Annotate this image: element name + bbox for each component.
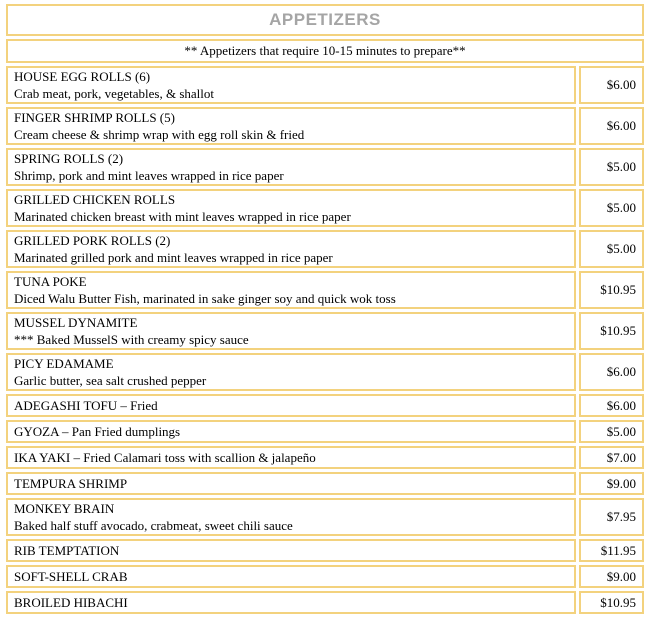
menu-item-name: TEMPURA SHRIMP	[14, 476, 128, 491]
menu-item-details	[6, 472, 576, 495]
menu-item-details	[6, 591, 576, 614]
menu-item	[6, 498, 644, 536]
section-title: APPETIZERS	[6, 4, 644, 36]
menu-item-details	[6, 312, 576, 350]
menu-item-description: Garlic butter, sea salt crushed pepper	[14, 373, 207, 388]
menu-item-details	[6, 107, 576, 145]
menu-item	[6, 446, 644, 469]
menu-item-name: TUNA POKE	[14, 274, 87, 289]
menu-item-name: IKA YAKI – Fried Calamari toss with scallion & jalapeño	[14, 450, 316, 465]
menu-item-name: RIB TEMPTATION	[14, 543, 120, 558]
menu-item-details	[6, 189, 576, 227]
menu-item-price: $7.00	[579, 446, 644, 469]
menu-item-name: GRILLED CHICKEN ROLLS	[14, 192, 176, 207]
menu-item-name: SOFT-SHELL CRAB	[14, 569, 128, 584]
menu-item	[6, 539, 644, 562]
menu-item-details	[6, 66, 576, 104]
menu-item-price: $6.00	[579, 107, 644, 145]
menu-item-name: BROILED HIBACHI	[14, 595, 128, 610]
menu-item	[6, 230, 644, 268]
menu-item-price: $5.00	[579, 420, 644, 443]
menu-item	[6, 394, 644, 417]
menu-item	[6, 353, 644, 391]
menu-item-name: HOUSE EGG ROLLS (6)	[14, 69, 151, 84]
menu-item-name: GYOZA – Pan Fried dumplings	[14, 424, 181, 439]
menu-item-details	[6, 353, 576, 391]
menu-item-price: $9.00	[579, 565, 644, 588]
menu-item-details	[6, 498, 576, 536]
menu-item-name: ADEGASHI TOFU – Fried	[14, 398, 158, 413]
menu-item-name: MUSSEL DYNAMITE	[14, 315, 138, 330]
menu-item	[6, 591, 644, 614]
menu-item-details	[6, 446, 576, 469]
menu-item-price: $11.95	[579, 539, 644, 562]
menu-item-details	[6, 271, 576, 309]
menu-item	[6, 565, 644, 588]
menu-item-name: SPRING ROLLS (2)	[14, 151, 124, 166]
menu-item-description: *** Baked MusselS with creamy spicy sauce	[14, 332, 249, 347]
menu-item	[6, 472, 644, 495]
menu-item	[6, 148, 644, 186]
menu-item	[6, 66, 644, 104]
menu-item-details	[6, 539, 576, 562]
menu-item-price: $6.00	[579, 66, 644, 104]
menu-item	[6, 189, 644, 227]
menu-section	[6, 4, 644, 617]
menu-item-details	[6, 420, 576, 443]
menu-item-description: Cream cheese & shrimp wrap with egg roll skin & fried	[14, 127, 305, 142]
menu-item-name: PICY EDAMAME	[14, 356, 114, 371]
menu-item-price: $7.95	[579, 498, 644, 536]
menu-item-details	[6, 394, 576, 417]
menu-item	[6, 107, 644, 145]
menu-item-description: Diced Walu Butter Fish, marinated in sake ginger soy and quick wok toss	[14, 291, 396, 306]
menu-item-details	[6, 148, 576, 186]
menu-item-details	[6, 230, 576, 268]
menu-item-name: GRILLED PORK ROLLS (2)	[14, 233, 171, 248]
menu-item-description: Baked half stuff avocado, crabmeat, sweet chili sauce	[14, 518, 293, 533]
menu-item-description: Marinated chicken breast with mint leaves wrapped in rice paper	[14, 209, 351, 224]
menu-item-name: MONKEY BRAIN	[14, 501, 115, 516]
menu-item-price: $6.00	[579, 353, 644, 391]
menu-item-description: Crab meat, pork, vegetables, & shallot	[14, 86, 215, 101]
menu-item	[6, 420, 644, 443]
menu-item-name: FINGER SHRIMP ROLLS (5)	[14, 110, 175, 125]
menu-item-price: $9.00	[579, 472, 644, 495]
menu-item-price: $10.95	[579, 271, 644, 309]
menu-item-price: $10.95	[579, 591, 644, 614]
menu-item-details	[6, 565, 576, 588]
menu-item-price: $6.00	[579, 394, 644, 417]
menu-item-price: $5.00	[579, 148, 644, 186]
menu-item-price: $5.00	[579, 189, 644, 227]
menu-item	[6, 312, 644, 350]
menu-item-description: Shrimp, pork and mint leaves wrapped in rice paper	[14, 168, 284, 183]
menu-item-price: $5.00	[579, 230, 644, 268]
prep-time-note: ** Appetizers that require 10-15 minutes to prepare**	[6, 39, 644, 63]
menu-item-description: Marinated grilled pork and mint leaves wrapped in rice paper	[14, 250, 333, 265]
menu-item-price: $10.95	[579, 312, 644, 350]
menu-item	[6, 271, 644, 309]
menu-items	[6, 66, 644, 614]
